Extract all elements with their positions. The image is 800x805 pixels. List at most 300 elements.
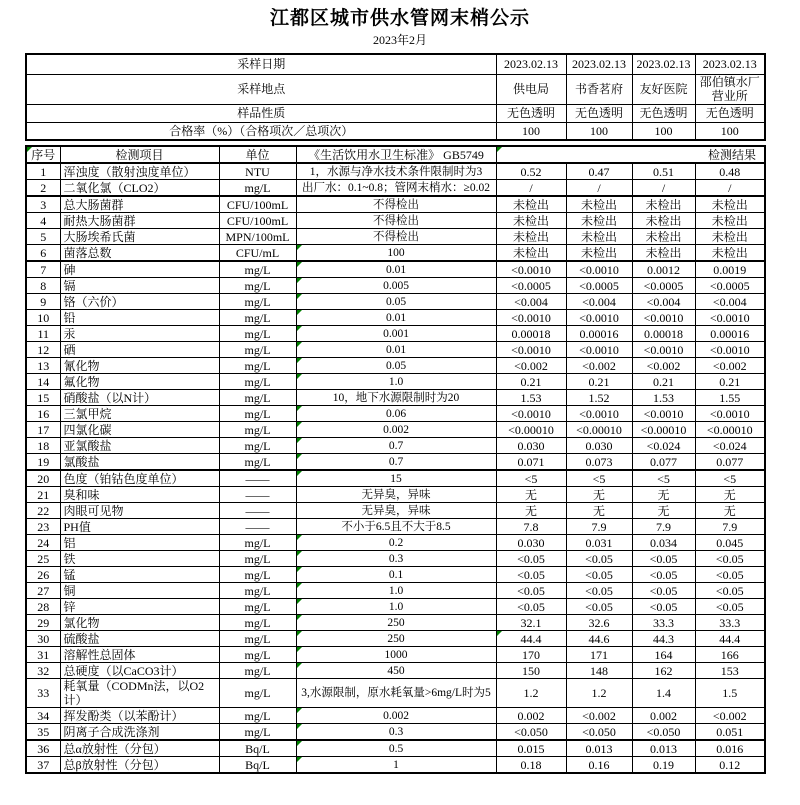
cell-standard: 1000: [296, 647, 496, 663]
cell-item: 耐热大肠菌群: [60, 213, 219, 229]
cell-result: 0.19: [632, 757, 695, 774]
header-row: [26, 122, 765, 140]
cell-result: 33.3: [695, 615, 765, 631]
green-flag-icon: [297, 358, 302, 363]
cell-standard: 0.05: [296, 294, 496, 310]
cell-result: 1.55: [695, 390, 765, 406]
cell-unit: mg/L: [219, 583, 296, 599]
cell-result: <0.0010: [496, 261, 566, 278]
table-row: [26, 438, 765, 454]
cell-result: <0.00010: [632, 422, 695, 438]
cell-result: 无: [566, 487, 632, 503]
green-flag-icon: [297, 583, 302, 588]
cell-standard: 0.7: [296, 438, 496, 454]
cell-unit: mg/L: [219, 708, 296, 724]
cell-no: 5: [26, 229, 60, 245]
table-row: [26, 631, 765, 647]
cell-unit: MPN/100mL: [219, 229, 296, 245]
cell-result: 未检出: [695, 213, 765, 229]
header-row-label: 样品性质: [26, 104, 496, 122]
green-flag-icon: [297, 615, 302, 620]
cell-result: <0.024: [695, 438, 765, 454]
cell-item: 肉眼可见物: [60, 503, 219, 519]
cell-result: 0.051: [695, 724, 765, 741]
page-title: 江都区城市供水管网末梢公示: [269, 8, 530, 29]
table-row: [26, 708, 765, 724]
cell-result: 166: [695, 647, 765, 663]
cell-no: 6: [26, 245, 60, 262]
cell-no: 29: [26, 615, 60, 631]
cell-unit: mg/L: [219, 535, 296, 551]
cell-unit: NTU: [219, 163, 296, 180]
cell-standard: 15: [296, 470, 496, 487]
cell-unit: ——: [219, 519, 296, 535]
table-row: [26, 470, 765, 487]
cell-result: 0.013: [632, 740, 695, 757]
cell-unit: mg/L: [219, 261, 296, 278]
table-row: [26, 374, 765, 390]
cell-result: <0.00010: [566, 422, 632, 438]
cell-result: <0.002: [695, 358, 765, 374]
cell-result: <0.0010: [566, 261, 632, 278]
cell-unit: mg/L: [219, 390, 296, 406]
cell-item: 铅: [60, 310, 219, 326]
cell-no: 12: [26, 342, 60, 358]
cell-unit: Bq/L: [219, 740, 296, 757]
cell-result: 0.013: [566, 740, 632, 757]
table-row: [26, 535, 765, 551]
cell-result: <0.002: [496, 358, 566, 374]
cell-standard: 不小于6.5且不大于8.5: [296, 519, 496, 535]
cell-result: 0.00018: [496, 326, 566, 342]
cell-unit: CFU/mL: [219, 245, 296, 262]
cell-result: 0.52: [496, 163, 566, 180]
cell-result: 44.4: [496, 631, 566, 647]
green-flag-icon: [297, 757, 302, 762]
green-flag-icon: [297, 294, 302, 299]
cell-result: 0.21: [695, 374, 765, 390]
header-value-cell: 供电局: [496, 74, 566, 104]
cell-no: 25: [26, 551, 60, 567]
cell-result: 未检出: [695, 245, 765, 262]
green-flag-icon: [297, 310, 302, 315]
cell-item: 总β放射性（分包）: [60, 757, 219, 774]
cell-no: 19: [26, 454, 60, 471]
cell-result: <0.002: [566, 708, 632, 724]
green-flag-icon: [297, 599, 302, 604]
green-flag-icon: [297, 663, 302, 668]
cell-standard: 0.1: [296, 567, 496, 583]
cell-item: 氰化物: [60, 358, 219, 374]
table-row: [26, 163, 765, 180]
cell-standard: 出厂水：0.1~0.8；管网末梢水：≥0.02: [296, 180, 496, 197]
cell-result: <0.0005: [632, 278, 695, 294]
cell-result: 无: [496, 503, 566, 519]
cell-result: 0.077: [695, 454, 765, 471]
cell-item: 汞: [60, 326, 219, 342]
cell-result: 148: [566, 663, 632, 679]
table-row: [26, 180, 765, 197]
cell-standard: 0.01: [296, 261, 496, 278]
cell-item: 四氯化碳: [60, 422, 219, 438]
cell-no: 18: [26, 438, 60, 454]
green-flag-icon: [297, 741, 302, 746]
cell-result: <0.002: [566, 358, 632, 374]
cell-result: 44.6: [566, 631, 632, 647]
cell-no: 17: [26, 422, 60, 438]
cell-no: 27: [26, 583, 60, 599]
cell-item: 氯酸盐: [60, 454, 219, 471]
cell-standard: 无异臭，异味: [296, 487, 496, 503]
cell-unit: mg/L: [219, 438, 296, 454]
cell-item: 二氧化氯（CLO2）: [60, 180, 219, 197]
cell-result: <0.05: [566, 567, 632, 583]
results-table: [25, 145, 766, 774]
cell-result: 未检出: [496, 229, 566, 245]
cell-unit: mg/L: [219, 647, 296, 663]
cell-result: 无: [566, 503, 632, 519]
cell-unit: mg/L: [219, 310, 296, 326]
cell-item: 铜: [60, 583, 219, 599]
cell-result: 未检出: [496, 213, 566, 229]
green-flag-icon: [297, 422, 302, 427]
cell-result: 未检出: [632, 213, 695, 229]
table-row: [26, 551, 765, 567]
cell-result: <0.0010: [566, 342, 632, 358]
cell-no: 4: [26, 213, 60, 229]
cell-result: 0.21: [496, 374, 566, 390]
cell-no: 8: [26, 278, 60, 294]
table-row: [26, 310, 765, 326]
table-row: [26, 294, 765, 310]
cell-standard: 无异臭，异味: [296, 503, 496, 519]
cell-item: 硒: [60, 342, 219, 358]
cell-no: 30: [26, 631, 60, 647]
cell-result: 0.12: [695, 757, 765, 774]
cell-result: 0.015: [496, 740, 566, 757]
cell-standard: 0.3: [296, 724, 496, 741]
cell-item: 色度（铂钴色度单位）: [60, 470, 219, 487]
cell-result: 0.031: [566, 535, 632, 551]
cell-result: <0.004: [695, 294, 765, 310]
cell-result: <0.05: [566, 583, 632, 599]
cell-item: 三氯甲烷: [60, 406, 219, 422]
cell-result: 0.073: [566, 454, 632, 471]
cell-result: <0.0010: [695, 406, 765, 422]
cell-result: 无: [632, 487, 695, 503]
table-row: [26, 245, 765, 262]
cell-result: 0.030: [496, 438, 566, 454]
cell-result: 7.8: [496, 519, 566, 535]
cell-unit: mg/L: [219, 358, 296, 374]
green-flag-icon: [297, 708, 302, 713]
report-body: [25, 53, 766, 774]
cell-result: <0.00010: [695, 422, 765, 438]
col-header-seq: 序号: [26, 146, 60, 163]
header-value-cell: 2023.02.13: [566, 54, 632, 74]
green-flag-icon: [297, 535, 302, 540]
cell-item: 浑浊度（散射浊度单位）: [60, 163, 219, 180]
cell-item: 总α放射性（分包）: [60, 740, 219, 757]
table-row: [26, 567, 765, 583]
header-value-cell: 100: [632, 122, 695, 140]
table-row: [26, 679, 765, 708]
cell-standard: 250: [296, 615, 496, 631]
cell-result: <0.00010: [496, 422, 566, 438]
cell-item: 铝: [60, 535, 219, 551]
cell-item: 硫酸盐: [60, 631, 219, 647]
cell-no: 37: [26, 757, 60, 774]
sampling-info-table: [25, 53, 766, 141]
cell-standard: 0.05: [296, 358, 496, 374]
header-row: [26, 54, 765, 74]
cell-unit: mg/L: [219, 631, 296, 647]
cell-result: <5: [695, 470, 765, 487]
cell-no: 35: [26, 724, 60, 741]
cell-result: <0.004: [632, 294, 695, 310]
header-value-cell: 无色透明: [632, 104, 695, 122]
header-value-cell: 2023.02.13: [496, 54, 566, 74]
cell-result: 1.2: [566, 679, 632, 708]
cell-result: 未检出: [566, 245, 632, 262]
cell-result: 未检出: [695, 196, 765, 213]
cell-item: 阴离子合成洗涤剂: [60, 724, 219, 741]
cell-no: 33: [26, 679, 60, 708]
cell-result: <0.002: [695, 708, 765, 724]
cell-result: 0.48: [695, 163, 765, 180]
cell-result: 0.030: [566, 438, 632, 454]
table-row: [26, 583, 765, 599]
cell-no: 26: [26, 567, 60, 583]
cell-item: 溶解性总固体: [60, 647, 219, 663]
cell-standard: 0.01: [296, 310, 496, 326]
cell-result: <0.05: [496, 599, 566, 615]
green-flag-icon: [297, 724, 302, 729]
cell-item: 总大肠菌群: [60, 196, 219, 213]
cell-result: <0.05: [566, 599, 632, 615]
cell-result: 未检出: [566, 196, 632, 213]
cell-standard: 0.06: [296, 406, 496, 422]
cell-unit: mg/L: [219, 278, 296, 294]
col-header-unit: 单位: [219, 146, 296, 163]
cell-result: /: [632, 180, 695, 197]
table-row: [26, 326, 765, 342]
cell-result: <0.004: [496, 294, 566, 310]
cell-unit: mg/L: [219, 599, 296, 615]
cell-standard: 100: [296, 245, 496, 262]
cell-result: <0.0010: [632, 342, 695, 358]
cell-result: <0.05: [632, 583, 695, 599]
cell-result: 未检出: [496, 196, 566, 213]
cell-item: 总硬度（以CaCO3计）: [60, 663, 219, 679]
cell-item: 锰: [60, 567, 219, 583]
cell-standard: 不得检出: [296, 229, 496, 245]
cell-unit: mg/L: [219, 422, 296, 438]
table-row: [26, 390, 765, 406]
cell-unit: ——: [219, 487, 296, 503]
cell-no: 21: [26, 487, 60, 503]
cell-unit: ——: [219, 470, 296, 487]
cell-result: 0.0012: [632, 261, 695, 278]
green-flag-icon: [297, 245, 302, 250]
header-row: [26, 74, 765, 104]
header-value-cell: 无色透明: [695, 104, 765, 122]
cell-item: 镉: [60, 278, 219, 294]
cell-no: 28: [26, 599, 60, 615]
cell-result: 无: [695, 487, 765, 503]
cell-no: 23: [26, 519, 60, 535]
cell-result: <0.050: [496, 724, 566, 741]
cell-unit: mg/L: [219, 679, 296, 708]
cell-result: 171: [566, 647, 632, 663]
cell-result: 未检出: [496, 245, 566, 262]
cell-unit: mg/L: [219, 454, 296, 471]
cell-result: <0.0005: [496, 278, 566, 294]
cell-no: 34: [26, 708, 60, 724]
table-row: [26, 487, 765, 503]
cell-result: 0.51: [632, 163, 695, 180]
cell-result: <5: [566, 470, 632, 487]
cell-item: 大肠埃希氏菌: [60, 229, 219, 245]
cell-standard: 10，地下水源限制时为20: [296, 390, 496, 406]
cell-result: <0.024: [632, 438, 695, 454]
green-flag-icon: [297, 454, 302, 459]
cell-result: <0.0010: [566, 406, 632, 422]
header-value-cell: 100: [566, 122, 632, 140]
cell-result: <5: [496, 470, 566, 487]
cell-result: 0.002: [496, 708, 566, 724]
cell-unit: CFU/100mL: [219, 213, 296, 229]
page-subtitle: 2023年2月: [372, 33, 427, 47]
cell-result: 150: [496, 663, 566, 679]
green-flag-icon: [297, 406, 302, 411]
green-flag-icon: [297, 374, 302, 379]
table-row: [26, 229, 765, 245]
cell-standard: 1.0: [296, 583, 496, 599]
cell-result: 0.16: [566, 757, 632, 774]
cell-result: 未检出: [566, 229, 632, 245]
cell-result: 32.1: [496, 615, 566, 631]
cell-result: <5: [632, 470, 695, 487]
cell-result: 1.2: [496, 679, 566, 708]
green-flag-icon: [297, 438, 302, 443]
cell-item: 锌: [60, 599, 219, 615]
cell-item: 氟化物: [60, 374, 219, 390]
cell-result: <0.050: [632, 724, 695, 741]
cell-no: 2: [26, 180, 60, 197]
cell-item: 铬（六价）: [60, 294, 219, 310]
cell-result: /: [496, 180, 566, 197]
cell-unit: mg/L: [219, 567, 296, 583]
header-row-label: 采样日期: [26, 54, 496, 74]
cell-result: 无: [496, 487, 566, 503]
cell-unit: mg/L: [219, 326, 296, 342]
cell-result: <0.0010: [632, 310, 695, 326]
header-value-cell: 100: [695, 122, 765, 140]
cell-item: 挥发酚类（以苯酚计）: [60, 708, 219, 724]
green-flag-icon: [297, 647, 302, 652]
cell-item: 硝酸盐（以N计）: [60, 390, 219, 406]
cell-result: <0.0010: [496, 406, 566, 422]
table-row: [26, 599, 765, 615]
cell-standard: 0.001: [296, 326, 496, 342]
col-header-result: 检测结果: [496, 146, 765, 163]
header-value-cell: 无色透明: [496, 104, 566, 122]
cell-result: <0.002: [632, 358, 695, 374]
cell-result: <0.05: [496, 583, 566, 599]
header-value-cell: 友好医院: [632, 74, 695, 104]
cell-result: 44.4: [695, 631, 765, 647]
table-row: [26, 757, 765, 774]
cell-unit: mg/L: [219, 615, 296, 631]
cell-standard: 0.5: [296, 740, 496, 757]
cell-standard: 1: [296, 757, 496, 774]
cell-no: 20: [26, 470, 60, 487]
table-row: [26, 196, 765, 213]
cell-result: 44.3: [632, 631, 695, 647]
cell-result: <0.05: [695, 567, 765, 583]
cell-result: 1.53: [632, 390, 695, 406]
cell-result: 0.21: [566, 374, 632, 390]
green-flag-icon: [297, 278, 302, 283]
cell-result: /: [566, 180, 632, 197]
header-row-label: 采样地点: [26, 74, 496, 104]
cell-result: <0.05: [632, 567, 695, 583]
cell-standard: 不得检出: [296, 196, 496, 213]
cell-item: 菌落总数: [60, 245, 219, 262]
cell-result: <0.05: [695, 599, 765, 615]
cell-no: 7: [26, 261, 60, 278]
cell-result: <0.05: [632, 551, 695, 567]
cell-unit: mg/L: [219, 294, 296, 310]
cell-result: 0.071: [496, 454, 566, 471]
cell-result: 无: [632, 503, 695, 519]
cell-no: 31: [26, 647, 60, 663]
cell-result: <0.0010: [632, 406, 695, 422]
cell-unit: mg/L: [219, 374, 296, 390]
cell-result: <0.0010: [496, 310, 566, 326]
green-flag-icon: [297, 471, 302, 476]
cell-standard: 250: [296, 631, 496, 647]
cell-no: 1: [26, 163, 60, 180]
table-row: [26, 261, 765, 278]
table-row: [26, 358, 765, 374]
cell-result: <0.0005: [566, 278, 632, 294]
cell-no: 36: [26, 740, 60, 757]
cell-unit: Bq/L: [219, 757, 296, 774]
cell-result: 7.9: [566, 519, 632, 535]
cell-no: 11: [26, 326, 60, 342]
cell-unit: mg/L: [219, 180, 296, 197]
green-flag-icon: [297, 567, 302, 572]
cell-unit: mg/L: [219, 551, 296, 567]
green-flag-icon: [297, 326, 302, 331]
cell-result: 未检出: [632, 229, 695, 245]
cell-no: 14: [26, 374, 60, 390]
cell-result: 0.00018: [632, 326, 695, 342]
cell-unit: mg/L: [219, 724, 296, 741]
cell-result: <0.05: [566, 551, 632, 567]
green-flag-icon: [297, 631, 302, 636]
cell-result: 7.9: [632, 519, 695, 535]
header-value-cell: 无色透明: [566, 104, 632, 122]
cell-item: 铁: [60, 551, 219, 567]
cell-no: 16: [26, 406, 60, 422]
cell-result: 32.6: [566, 615, 632, 631]
cell-result: 0.21: [632, 374, 695, 390]
cell-item: 氯化物: [60, 615, 219, 631]
table-row: [26, 454, 765, 471]
